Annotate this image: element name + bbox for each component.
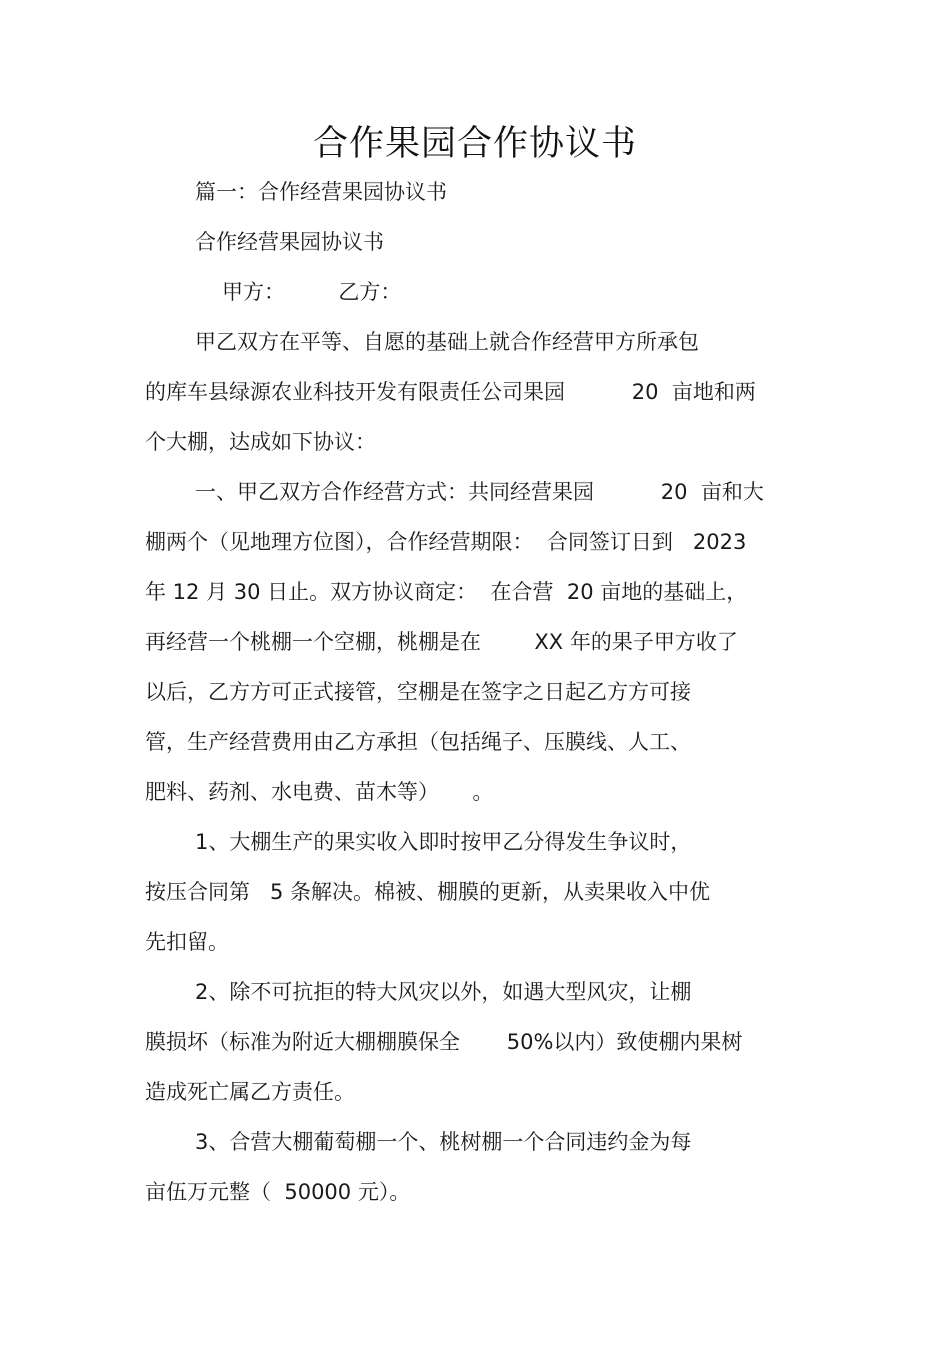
- paragraph-line: 1、大棚生产的果实收入即时按甲乙分得发生争议时，: [195, 830, 692, 854]
- paragraph-line: 3、合营大棚葡萄棚一个、桃树棚一个合同违约金为每: [195, 1130, 692, 1154]
- paragraph-line: 一、甲乙双方合作经营方式：共同经营果园 20 亩和大: [195, 480, 764, 504]
- paragraph-line: 膜损坏（标准为附近大棚棚膜保全 50%以内）致使棚内果树: [145, 1030, 743, 1054]
- paragraph-line: 以后，乙方方可正式接管，空棚是在签字之日起乙方方可接: [145, 680, 691, 704]
- paragraph-line: 造成死亡属乙方责任。: [145, 1080, 355, 1104]
- section-heading: 篇一：合作经营果园协议书: [195, 180, 447, 204]
- paragraph-line: 管，生产经营费用由乙方承担（包括绳子、压膜线、人工、: [145, 730, 691, 754]
- parties-line: 甲方： 乙方：: [222, 280, 402, 304]
- paragraph-line: 再经营一个桃棚一个空棚，桃棚是在 XX 年的果子甲方收了: [145, 630, 738, 654]
- paragraph-line: 按压合同第 5 条解决。棉被、棚膜的更新，从卖果收入中优: [145, 880, 711, 904]
- paragraph-line: 甲乙双方在平等、自愿的基础上就合作经营甲方所承包: [195, 330, 699, 354]
- paragraph-line: 肥料、药剂、水电费、苗木等） 。: [145, 780, 494, 804]
- paragraph-line: 个大棚，达成如下协议：: [145, 430, 376, 454]
- paragraph-line: 亩伍万元整（ 50000 元）。: [145, 1180, 411, 1204]
- agreement-subtitle: 合作经营果园协议书: [195, 230, 384, 254]
- paragraph-line: 先扣留。: [145, 930, 229, 954]
- paragraph-line: 年 12 月 30 日止。双方协议商定： 在合营 20 亩地的基础上，: [145, 580, 748, 604]
- document-title: 合作果园合作协议书: [312, 124, 637, 164]
- paragraph-line: 棚两个（见地理方位图），合作经营期限： 合同签订日到 2023: [145, 530, 747, 554]
- paragraph-line: 的库车县绿源农业科技开发有限责任公司果园 20 亩地和两: [145, 380, 756, 404]
- paragraph-line: 2、除不可抗拒的特大风灾以外，如遇大型风灾，让棚: [195, 980, 692, 1004]
